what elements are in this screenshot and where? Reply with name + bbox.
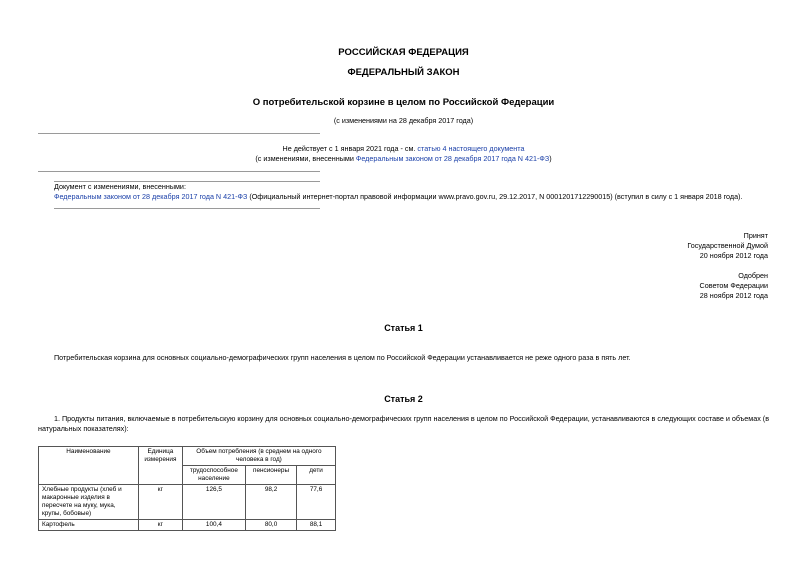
- accepted-line: Государственной Думой: [687, 241, 768, 250]
- approved-line: Советом Федерации: [699, 281, 768, 290]
- adoption-accepted: [687, 231, 768, 261]
- status-line-1: [0, 144, 807, 154]
- changes-law-link[interactable]: Федеральным законом от 28 декабря 2017 года N 421-ФЗ: [54, 192, 248, 201]
- article2-title: Статья 2: [384, 394, 423, 404]
- article2-text: 1. Продукты питания, включаемые в потребительскую корзину для основных социально-демографических групп населения в целом по Российской Федерации, устанавливаются в следующих составе и объемах (в натуральных показателях):: [38, 414, 770, 433]
- food-table: [38, 446, 336, 531]
- header-name: Наименование: [39, 447, 139, 485]
- country-heading: РОССИЙСКАЯ ФЕДЕРАЦИЯ: [338, 47, 469, 58]
- divider: [38, 171, 320, 172]
- cell-children: 77,6: [297, 485, 336, 520]
- header-pensioners: пенсионеры: [245, 466, 296, 485]
- document-title: О потребительской корзине в целом по Российской Федерации: [252, 97, 555, 108]
- cell-unit: кг: [138, 485, 182, 520]
- changes-line: [54, 192, 794, 202]
- doc-type-heading: ФЕДЕРАЛЬНЫЙ ЗАКОН: [347, 67, 460, 78]
- accepted-line: Принят: [743, 231, 768, 240]
- approved-line: 28 ноября 2012 года: [699, 291, 768, 300]
- article1-title: Статья 1: [384, 323, 423, 333]
- article4-link[interactable]: статью 4 настоящего документа: [417, 144, 525, 153]
- changes-label: Документ с изменениями, внесенными:: [54, 182, 186, 191]
- cell-unit: кг: [138, 520, 182, 531]
- article1-text: Потребительская корзина для основных социально-демографических групп населения в целом по Российской Федерации устанавливается не реже одного раза в пять лет.: [54, 353, 631, 362]
- divider: [38, 133, 320, 134]
- status-text: Не действует с 1 января 2021 года - см.: [282, 144, 416, 153]
- cell-children: 88,1: [297, 520, 336, 531]
- status-prefix: (с изменениями, внесенными: [255, 154, 354, 163]
- header-working: трудоспособное население: [182, 466, 245, 485]
- approved-line: Одобрен: [738, 271, 768, 280]
- cell-pensioners: 98,2: [245, 485, 296, 520]
- cell-working: 126,5: [182, 485, 245, 520]
- cell-name: Хлебные продукты (хлеб и макаронные изделия в пересчете на муку, мука, крупы, бобовые): [39, 485, 139, 520]
- table-header-row: [39, 447, 336, 466]
- status-suffix: ): [549, 154, 552, 163]
- table-row: [39, 485, 336, 520]
- changes-suffix: (Официальный интернет-портал правовой информации www.pravo.gov.ru, 29.12.2017, N 0001201712290015) (вступил в силу с 1 января 2018 года).: [249, 192, 743, 201]
- amending-law-link[interactable]: Федеральным законом от 28 декабря 2017 года N 421-ФЗ: [355, 154, 550, 163]
- cell-pensioners: 80,0: [245, 520, 296, 531]
- table-row: [39, 520, 336, 531]
- cell-name: Картофель: [39, 520, 139, 531]
- divider: [54, 208, 320, 209]
- accepted-line: 20 ноября 2012 года: [699, 251, 768, 260]
- cell-working: 100,4: [182, 520, 245, 531]
- header-volume: Объем потребления (в среднем на одного человека в год): [182, 447, 335, 466]
- header-children: дети: [297, 466, 336, 485]
- adoption-approved: [700, 271, 768, 301]
- header-unit: Единица измерения: [138, 447, 182, 485]
- status-line-2: [0, 154, 807, 164]
- amendments-note: (с изменениями на 28 декабря 2017 года): [333, 116, 474, 125]
